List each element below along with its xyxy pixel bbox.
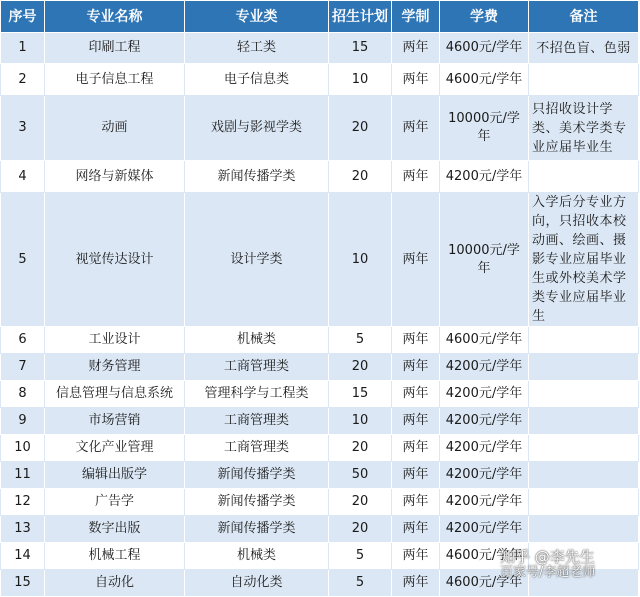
- cell-note: [529, 516, 639, 543]
- cell-fee: 4200元/学年: [440, 435, 529, 462]
- table-header-row: [1, 1, 639, 33]
- table-row: [1, 33, 639, 64]
- cell-category: 戏剧与影视学类: [185, 96, 329, 161]
- cell-plan: 20: [329, 516, 392, 543]
- cell-years: 两年: [392, 435, 440, 462]
- cell-category: 机械类: [185, 327, 329, 354]
- cell-name: 视觉传达设计: [45, 193, 185, 327]
- cell-plan: 50: [329, 462, 392, 489]
- cell-fee: 4200元/学年: [440, 516, 529, 543]
- cell-plan: 20: [329, 489, 392, 516]
- cell-years: 两年: [392, 462, 440, 489]
- cell-fee: 4200元/学年: [440, 354, 529, 381]
- cell-no: 9: [1, 408, 45, 435]
- table-row: [1, 327, 639, 354]
- cell-name: 网络与新媒体: [45, 161, 185, 193]
- cell-note: [529, 161, 639, 193]
- cell-plan: 10: [329, 64, 392, 96]
- cell-no: 15: [1, 570, 45, 597]
- cell-fee: 10000元/学年: [440, 96, 529, 161]
- cell-category: 电子信息类: [185, 64, 329, 96]
- header-years: 学制: [392, 1, 440, 33]
- cell-years: 两年: [392, 354, 440, 381]
- table-row: [1, 408, 639, 435]
- cell-category: 工商管理类: [185, 435, 329, 462]
- cell-no: 7: [1, 354, 45, 381]
- cell-fee: 4200元/学年: [440, 381, 529, 408]
- cell-note: [529, 489, 639, 516]
- header-fee: 学费: [440, 1, 529, 33]
- cell-category: 管理科学与工程类: [185, 381, 329, 408]
- cell-category: 新闻传播学类: [185, 489, 329, 516]
- cell-no: 3: [1, 96, 45, 161]
- cell-category: 轻工类: [185, 33, 329, 64]
- cell-name: 电子信息工程: [45, 64, 185, 96]
- table-row: [1, 381, 639, 408]
- cell-fee: 4600元/学年: [440, 64, 529, 96]
- cell-years: 两年: [392, 64, 440, 96]
- cell-plan: 20: [329, 354, 392, 381]
- cell-no: 12: [1, 489, 45, 516]
- cell-plan: 10: [329, 408, 392, 435]
- cell-no: 2: [1, 64, 45, 96]
- cell-note: 不招色盲、色弱: [529, 33, 639, 64]
- cell-name: 数字出版: [45, 516, 185, 543]
- header-category: 专业类: [185, 1, 329, 33]
- cell-plan: 20: [329, 435, 392, 462]
- cell-years: 两年: [392, 408, 440, 435]
- cell-no: 4: [1, 161, 45, 193]
- header-note: 备注: [529, 1, 639, 33]
- cell-name: 机械工程: [45, 543, 185, 570]
- cell-no: 5: [1, 193, 45, 327]
- cell-note: 入学后分专业方向，只招收本校动画、绘画、摄影专业应届毕业生或外校美术学类专业应届毕业生: [529, 193, 639, 327]
- cell-note: 只招收设计学类、美术学类专业应届毕业生: [529, 96, 639, 161]
- cell-note: [529, 354, 639, 381]
- watermark: [500, 548, 638, 582]
- cell-category: 自动化类: [185, 570, 329, 597]
- cell-no: 11: [1, 462, 45, 489]
- cell-plan: 20: [329, 96, 392, 161]
- cell-note: [529, 408, 639, 435]
- cell-name: 工业设计: [45, 327, 185, 354]
- cell-note: [529, 462, 639, 489]
- cell-note: [529, 381, 639, 408]
- cell-years: 两年: [392, 543, 440, 570]
- cell-fee: 4200元/学年: [440, 408, 529, 435]
- cell-years: 两年: [392, 570, 440, 597]
- cell-plan: 15: [329, 33, 392, 64]
- cell-years: 两年: [392, 193, 440, 327]
- header-name: 专业名称: [45, 1, 185, 33]
- cell-name: 财务管理: [45, 354, 185, 381]
- table-row: [1, 96, 639, 161]
- table-row: [1, 462, 639, 489]
- cell-years: 两年: [392, 327, 440, 354]
- cell-name: 文化产业管理: [45, 435, 185, 462]
- cell-years: 两年: [392, 489, 440, 516]
- cell-no: 6: [1, 327, 45, 354]
- cell-name: 动画: [45, 96, 185, 161]
- cell-no: 10: [1, 435, 45, 462]
- cell-fee: 4600元/学年: [440, 543, 529, 570]
- cell-name: 自动化: [45, 570, 185, 597]
- cell-plan: 10: [329, 193, 392, 327]
- cell-name: 印刷工程: [45, 33, 185, 64]
- cell-plan: 20: [329, 161, 392, 193]
- cell-plan: 5: [329, 570, 392, 597]
- cell-fee: 4200元/学年: [440, 489, 529, 516]
- cell-fee: 4600元/学年: [440, 33, 529, 64]
- cell-name: 广告学: [45, 489, 185, 516]
- cell-years: 两年: [392, 33, 440, 64]
- cell-fee: 4600元/学年: [440, 327, 529, 354]
- cell-category: 工商管理类: [185, 408, 329, 435]
- cell-note: [529, 327, 639, 354]
- cell-years: 两年: [392, 516, 440, 543]
- watermark-line1: 知乎 @李先生: [500, 548, 595, 566]
- cell-no: 13: [1, 516, 45, 543]
- cell-category: 工商管理类: [185, 354, 329, 381]
- table-row: [1, 489, 639, 516]
- cell-name: 市场营销: [45, 408, 185, 435]
- table-row: [1, 516, 639, 543]
- cell-category: 新闻传播学类: [185, 161, 329, 193]
- cell-years: 两年: [392, 96, 440, 161]
- header-plan: 招生计划: [329, 1, 392, 33]
- table-row: [1, 193, 639, 327]
- cell-fee: 4200元/学年: [440, 462, 529, 489]
- cell-fee: 10000元/学年: [440, 193, 529, 327]
- cell-no: 14: [1, 543, 45, 570]
- cell-plan: 5: [329, 543, 392, 570]
- cell-fee: 4200元/学年: [440, 161, 529, 193]
- cell-plan: 15: [329, 381, 392, 408]
- cell-years: 两年: [392, 161, 440, 193]
- cell-category: 设计学类: [185, 193, 329, 327]
- table-row: [1, 64, 639, 96]
- cell-note: [529, 435, 639, 462]
- header-no: 序号: [1, 1, 45, 33]
- cell-category: 机械类: [185, 543, 329, 570]
- cell-name: 编辑出版学: [45, 462, 185, 489]
- cell-fee: 4600元/学年: [440, 570, 529, 597]
- cell-plan: 5: [329, 327, 392, 354]
- table-row: [1, 161, 639, 193]
- cell-category: 新闻传播学类: [185, 462, 329, 489]
- table-row: [1, 435, 639, 462]
- cell-note: [529, 64, 639, 96]
- cell-name: 信息管理与信息系统: [45, 381, 185, 408]
- table-row: [1, 354, 639, 381]
- cell-no: 1: [1, 33, 45, 64]
- cell-years: 两年: [392, 381, 440, 408]
- cell-category: 新闻传播学类: [185, 516, 329, 543]
- watermark-line2: 百家号/李超老师: [500, 565, 596, 580]
- cell-no: 8: [1, 381, 45, 408]
